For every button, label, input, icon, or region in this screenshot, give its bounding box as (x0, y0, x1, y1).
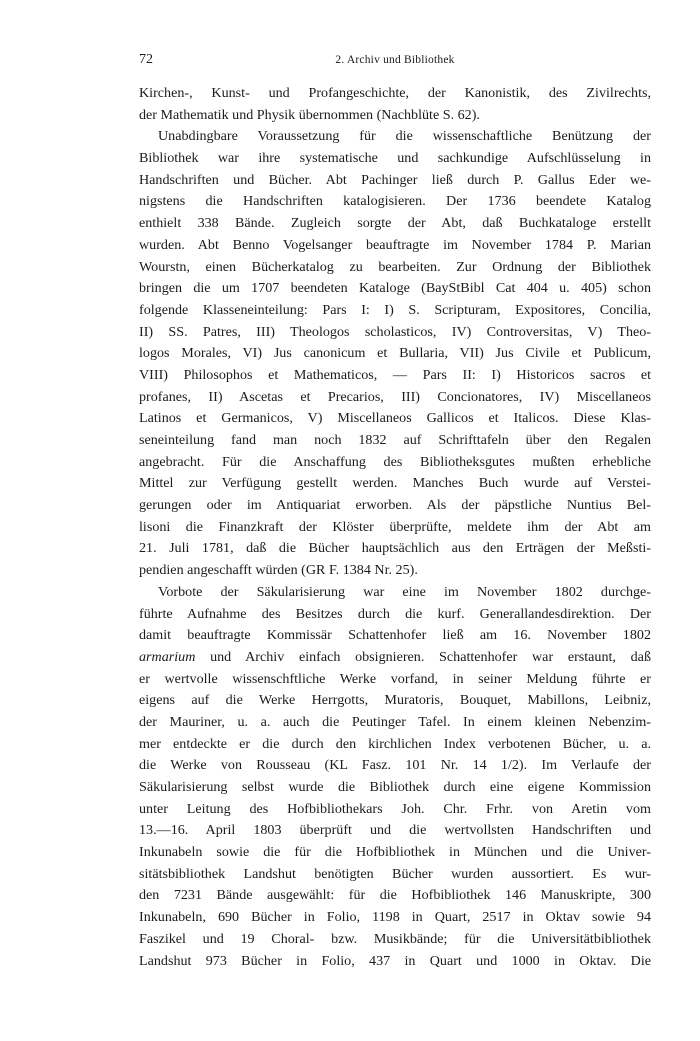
text-line: der Mathematik und Physik übernommen (Nachblüte S. 62). (139, 106, 480, 123)
text-line: 21. Juli 1781, daß die Bücher hauptsächlich aus den Erträgen der Meßsti- (139, 540, 651, 557)
text-line: angebracht. Für die Anschaffung des Bibliotheksgutes mußten erhebliche (139, 453, 651, 470)
text-line: Latinos et Germanicos, V) Miscellaneos Gallicos et Italicos. Diese Klas- (139, 410, 651, 427)
text-line: Bibliothek war ihre systematische und sachkundige Aufschlüsselung in (139, 150, 651, 167)
text-line: logos Morales, VI) Jus canonicum et Bullaria, VII) Jus Civile et Publicum, (139, 345, 651, 362)
text-line: Landshut 973 Bücher in Folio, 437 in Quart und 1000 in Oktav. Die (139, 952, 651, 969)
text-segment: und Archiv einfach obsignieren. Schattenhofer war erstaunt, daß (195, 648, 651, 665)
body-text (139, 83, 651, 972)
text-line: die Werke von Rousseau (KL Fasz. 101 Nr. 14 1/2). Im Verlaufe der (139, 757, 651, 774)
text-line: eigens auf die Werke Herrgotts, Muratoris, Bouquet, Mabillons, Leibniz, (139, 692, 651, 709)
text-line: seneinteilung fand man noch 1832 auf Schrifttafeln über den Regalen (139, 432, 651, 448)
text-line: wurden. Abt Benno Vogelsanger beauftragte im November 1784 P. Marian (139, 236, 651, 253)
text-line: den 7231 Bände ausgewählt: für die Hofbibliothek 146 Manuskripte, 300 (139, 887, 651, 904)
text-line: II) SS. Patres, III) Theologos scholasticos, IV) Controversitas, V) Theo- (139, 323, 651, 340)
text-line: Mittel zur Verfügung gestellt werden. Manches Buch wurde auf Verstei- (139, 475, 651, 492)
text-line: er wertvolle wissenschftliche Werke vorfand, in seiner Meldung führte er (139, 670, 651, 687)
running-head: 2. Archiv und Bibliothek (335, 54, 455, 66)
text-line: sitätsbibliothek Landshut benötigten Bücher wurden aussortiert. Es wur- (139, 865, 651, 882)
text-line: Unabdingbare Voraussetzung für die wissenschaftliche Benützung der (158, 128, 651, 145)
text-line: enthielt 338 Bände. Zugleich sorgte der Abt, daß Buchkataloge erstellt (139, 215, 651, 232)
text-line: Kirchen-, Kunst- und Profangeschichte, der Kanonistik, des Zivilrechts, (139, 85, 651, 101)
text-line: Wourstn, einen Bücherkatalog zu bearbeiten. Zur Ordnung der Bibliothek (139, 258, 651, 275)
italic-term: armarium (139, 648, 196, 665)
page-number: 72 (139, 52, 153, 67)
text-line: Handschriften und Bücher. Abt Pachinger ließ durch P. Gallus Eder we- (139, 171, 651, 188)
text-line: profanes, II) Ascetas et Precarios, III) Concionatores, IV) Miscellaneos (139, 388, 651, 405)
text-line: Inkunabeln, 690 Bücher in Folio, 1198 in Quart, 2517 in Oktav sowie 94 (139, 909, 651, 926)
text-line: bringen die um 1707 beendeten Kataloge (BayStBibl Cat 404 u. 405) schon (139, 280, 651, 297)
text-line: der Mauriner, u. a. auch die Peutinger Tafel. In einem kleinen Nebenzim- (139, 713, 651, 730)
text-line: mer entdeckte er die durch den kirchlichen Index verbotenen Bücher, u. a. (139, 735, 651, 752)
text-line: Faszikel und 19 Choral- bzw. Musikbände; für die Universitätbibliothek (139, 930, 651, 947)
text-line: Vorbote der Säkularisierung war eine im November 1802 durchge- (158, 583, 651, 600)
text-line: Säkularisierung selbst wurde die Bibliothek durch eine eigene Kommission (139, 779, 651, 795)
text-line: unter Leitung des Hofbibliothekars Joh. Chr. Frhr. von Aretin vom (139, 800, 651, 817)
text-line: gerungen oder im Antiquariat erworben. Als der päpstliche Nuntius Bel- (139, 497, 651, 514)
text-line: 13.—16. April 1803 überprüft und die wertvollsten Handschriften und (139, 822, 651, 839)
text-line: VIII) Philosophos et Mathematicos, — Pars II: I) Historicos sacros et (139, 366, 651, 383)
text-line: lisoni die Finanzkraft der Klöster überprüfte, meldete ihm der Abt am (139, 518, 651, 535)
text-line: Inkunabeln sowie die für die Hofbibliothek in München und die Univer- (139, 844, 651, 861)
text-line: führte Aufnahme des Besitzes durch die kurf. Generallandesdirektion. Der (139, 605, 651, 622)
text-line (139, 647, 651, 669)
text-line: damit beauftragte Kommissär Schattenhofer ließ am 16. November 1802 (139, 627, 651, 644)
text-line: folgende Klasseneinteilung: Pars I: I) S. Scripturam, Expositores, Concilia, (139, 301, 651, 318)
text-line: pendien angeschafft würden (GR F. 1384 Nr. 25). (139, 562, 418, 579)
text-line: nigstens die Handschriften katalogisieren. Der 1736 beendete Katalog (139, 193, 651, 210)
